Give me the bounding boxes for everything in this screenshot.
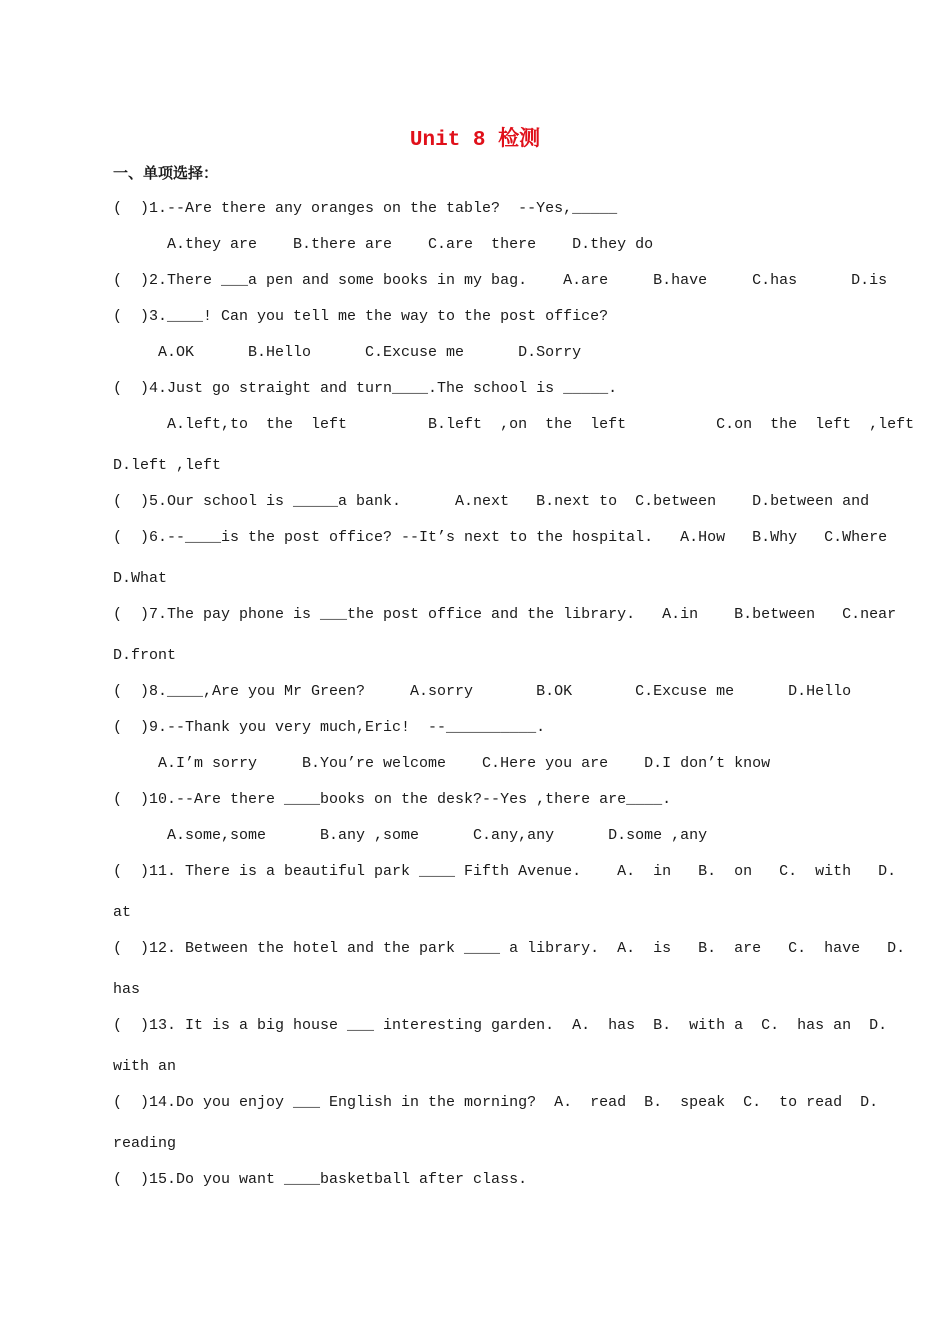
question-1: ( )1.--Are there any oranges on the table? --Yes,_____ [113,200,618,217]
question-12: ( )12. Between the hotel and the park ____ a library. A. is B. are C. have D. [113,940,906,957]
question-12-options-cont: has [113,981,141,998]
question-2: ( )2.There ___a pen and some books in my bag. A.are B.have C.has D.is [113,272,888,289]
question-9-options: A.I’m sorry B.You’re welcome C.Here you are D.I don’t know [113,755,771,772]
question-7-options-cont: D.front [113,647,177,664]
question-6-options-cont: D.What [113,570,168,587]
question-7: ( )7.The pay phone is ___the post office and the library. A.in B.between C.near [113,606,897,623]
question-14-options-cont: reading [113,1135,177,1152]
question-11-options-cont: at [113,904,132,921]
question-3-options: A.OK B.Hello C.Excuse me D.Sorry [113,344,582,361]
question-15: ( )15.Do you want ____basketball after class. [113,1171,528,1188]
question-3: ( )3.____! Can you tell me the way to the post office? [113,308,609,325]
question-8: ( )8.____,Are you Mr Green? A.sorry B.OK C.Excuse me D.Hello [113,683,852,700]
question-9: ( )9.--Thank you very much,Eric! --__________. [113,719,546,736]
question-10-options: A.some,some B.any ,some C.any,any D.some ,any [113,827,708,844]
question-4-options-cont: D.left ,left [113,457,222,474]
question-13: ( )13. It is a big house ___ interesting garden. A. has B. with a C. has an D. [113,1017,888,1034]
question-4-options: A.left,to the left B.left ,on the left C.on the left ,left [113,416,915,433]
question-13-options-cont: with an [113,1058,177,1075]
question-14: ( )14.Do you enjoy ___ English in the morning? A. read B. speak C. to read D. [113,1094,879,1111]
question-10: ( )10.--Are there ____books on the desk?--Yes ,there are____. [113,791,672,808]
section-heading: 一、单项选择： [113,164,219,182]
question-1-options: A.they are B.there are C.are there D.they do [113,236,654,253]
question-6: ( )6.--____is the post office? --It’s next to the hospital. A.How B.Why C.Where [113,529,888,546]
question-4: ( )4.Just go straight and turn____.The school is _____. [113,380,618,397]
page-title: Unit 8 检测 [409,129,541,152]
question-11: ( )11. There is a beautiful park ____ Fifth Avenue. A. in B. on C. with D. [113,863,897,880]
question-5: ( )5.Our school is _____a bank. A.next B.next to C.between D.between and [113,493,870,510]
